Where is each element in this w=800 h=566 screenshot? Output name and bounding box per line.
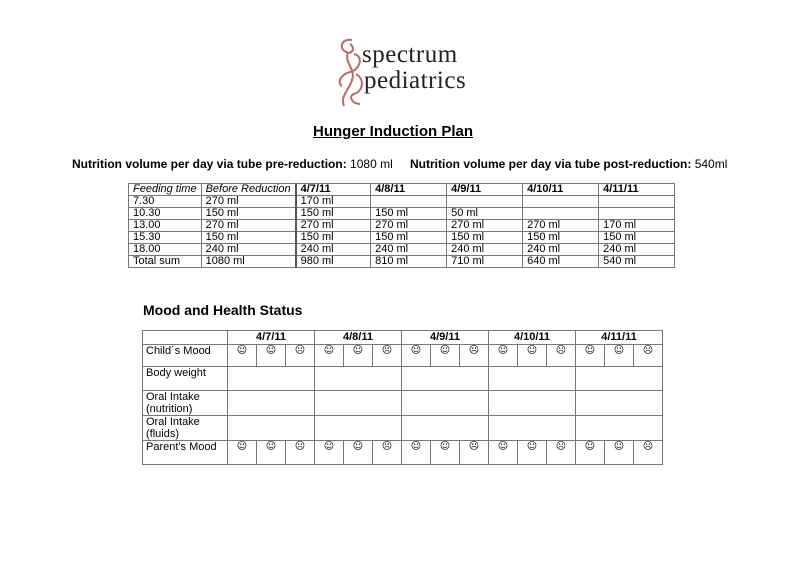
volume-cell: 150 ml — [447, 232, 523, 244]
empty-entry-cell — [402, 416, 489, 441]
volume-cell: 240 ml — [371, 244, 447, 256]
smiley-neutral-icon: ☺ — [344, 441, 373, 465]
mood-date-header: 4/11/11 — [576, 331, 663, 345]
mood-date-header: 4/8/11 — [315, 331, 402, 345]
smiley-happy-icon: ☺ — [228, 441, 257, 465]
smiley-happy-icon: ☺ — [489, 345, 518, 367]
empty-entry-cell — [576, 391, 663, 416]
mood-row-oral-nutrition — [143, 391, 663, 416]
smiley-sad-icon: ☹ — [634, 441, 663, 465]
volume-cell: 170 ml — [296, 196, 371, 208]
smiley-happy-icon: ☺ — [576, 441, 605, 465]
smiley-happy-icon: ☺ — [402, 441, 431, 465]
empty-entry-cell — [315, 416, 402, 441]
smiley-neutral-icon: ☺ — [431, 441, 460, 465]
volume-cell: 270 ml — [201, 196, 296, 208]
mood-header-blank — [143, 331, 228, 345]
smiley-sad-icon: ☹ — [460, 441, 489, 465]
feeding-table — [128, 183, 675, 268]
nutrition-post-value: 540ml — [694, 157, 728, 171]
mood-section-heading: Mood and Health Status — [143, 302, 303, 318]
smiley-sad-icon: ☹ — [373, 441, 402, 465]
volume-cell: 150 ml — [599, 232, 675, 244]
row-label: Oral Intake (nutrition) — [143, 391, 228, 416]
header-date: 4/8/11 — [371, 184, 447, 196]
volume-cell — [371, 196, 447, 208]
smiley-neutral-icon: ☺ — [518, 441, 547, 465]
smiley-neutral-icon: ☺ — [431, 345, 460, 367]
empty-entry-cell — [228, 367, 315, 391]
volume-cell: 150 ml — [371, 232, 447, 244]
smiley-sad-icon: ☹ — [634, 345, 663, 367]
volume-cell: 170 ml — [599, 220, 675, 232]
volume-cell — [447, 196, 523, 208]
empty-entry-cell — [576, 416, 663, 441]
page-title: Hunger Induction Plan — [313, 123, 473, 140]
mood-row-childs-mood — [143, 345, 663, 367]
smiley-sad-icon: ☹ — [286, 345, 315, 367]
row-label: Parent's Mood — [143, 441, 228, 465]
mood-table-header — [143, 331, 663, 345]
mood-health-table — [142, 330, 663, 465]
table-row — [129, 196, 675, 208]
empty-entry-cell — [315, 367, 402, 391]
volume-cell: 710 ml — [447, 256, 523, 268]
header-before-reduction: Before Reduction — [201, 184, 296, 196]
nutrition-pre-value: 1080 ml — [350, 157, 393, 171]
smiley-sad-icon: ☹ — [373, 345, 402, 367]
row-label: Body weight — [143, 367, 228, 391]
mood-row-body-weight — [143, 367, 663, 391]
feeding-table-header — [129, 184, 675, 196]
volume-cell: 270 ml — [523, 220, 599, 232]
mood-row-oral-fluids — [143, 416, 663, 441]
table-row — [129, 232, 675, 244]
volume-cell: 270 ml — [447, 220, 523, 232]
volume-cell: 150 ml — [201, 208, 296, 220]
smiley-happy-icon: ☺ — [315, 441, 344, 465]
volume-cell: 240 ml — [599, 244, 675, 256]
volume-cell: 240 ml — [447, 244, 523, 256]
feeding-time-cell: 7.30 — [129, 196, 202, 208]
empty-entry-cell — [489, 391, 576, 416]
smiley-neutral-icon: ☺ — [257, 441, 286, 465]
nutrition-post-label: Nutrition volume per day via tube post-reduction: — [410, 157, 692, 171]
logo-text-spectrum: spectrum — [362, 41, 458, 68]
header-date: 4/9/11 — [447, 184, 523, 196]
volume-cell — [599, 196, 675, 208]
header-date: 4/11/11 — [599, 184, 675, 196]
smiley-sad-icon: ☹ — [547, 345, 576, 367]
empty-entry-cell — [402, 391, 489, 416]
table-row — [129, 256, 675, 268]
volume-cell: 270 ml — [201, 220, 296, 232]
feeding-time-cell: 13.00 — [129, 220, 202, 232]
empty-entry-cell — [315, 391, 402, 416]
feeding-time-cell: 15.30 — [129, 232, 202, 244]
nutrition-pre-label: Nutrition volume per day via tube pre-reduction: — [72, 157, 347, 171]
volume-cell: 240 ml — [296, 244, 371, 256]
smiley-neutral-icon: ☺ — [344, 345, 373, 367]
table-row — [129, 208, 675, 220]
table-row — [129, 220, 675, 232]
mood-date-header: 4/9/11 — [402, 331, 489, 345]
smiley-sad-icon: ☹ — [547, 441, 576, 465]
header-feeding-time: Feeding time — [129, 184, 202, 196]
empty-entry-cell — [489, 416, 576, 441]
row-label: Child´s Mood — [143, 345, 228, 367]
empty-entry-cell — [576, 367, 663, 391]
feeding-time-cell: Total sum — [129, 256, 202, 268]
smiley-sad-icon: ☹ — [286, 441, 315, 465]
smiley-happy-icon: ☺ — [489, 441, 518, 465]
volume-cell — [599, 208, 675, 220]
smiley-sad-icon: ☹ — [460, 345, 489, 367]
empty-entry-cell — [228, 416, 315, 441]
header-date: 4/7/11 — [296, 184, 371, 196]
nutrition-pre-reduction — [72, 157, 393, 171]
volume-cell: 50 ml — [447, 208, 523, 220]
volume-cell — [523, 196, 599, 208]
smiley-neutral-icon: ☺ — [605, 441, 634, 465]
volume-cell: 150 ml — [201, 232, 296, 244]
volume-cell: 270 ml — [296, 220, 371, 232]
volume-cell: 240 ml — [201, 244, 296, 256]
smiley-neutral-icon: ☺ — [605, 345, 634, 367]
volume-cell: 980 ml — [296, 256, 371, 268]
empty-entry-cell — [228, 391, 315, 416]
empty-entry-cell — [489, 367, 576, 391]
smiley-happy-icon: ☺ — [228, 345, 257, 367]
feeding-time-cell: 18.00 — [129, 244, 202, 256]
header-date: 4/10/11 — [523, 184, 599, 196]
mood-row-parents-mood — [143, 441, 663, 465]
volume-cell: 810 ml — [371, 256, 447, 268]
volume-cell: 1080 ml — [201, 256, 296, 268]
spectrum-pediatrics-logo — [330, 34, 480, 110]
volume-cell: 150 ml — [371, 208, 447, 220]
empty-entry-cell — [402, 367, 489, 391]
nutrition-post-reduction — [410, 157, 727, 171]
feeding-time-cell: 10.30 — [129, 208, 202, 220]
volume-cell: 270 ml — [371, 220, 447, 232]
volume-cell — [523, 208, 599, 220]
smiley-happy-icon: ☺ — [315, 345, 344, 367]
mood-date-header: 4/7/11 — [228, 331, 315, 345]
volume-cell: 240 ml — [523, 244, 599, 256]
logo-text-pediatrics: pediatrics — [364, 67, 467, 94]
mood-date-header: 4/10/11 — [489, 331, 576, 345]
volume-cell: 640 ml — [523, 256, 599, 268]
volume-cell: 540 ml — [599, 256, 675, 268]
smiley-neutral-icon: ☺ — [257, 345, 286, 367]
row-label: Oral Intake (fluids) — [143, 416, 228, 441]
smiley-happy-icon: ☺ — [402, 345, 431, 367]
smiley-neutral-icon: ☺ — [518, 345, 547, 367]
volume-cell: 150 ml — [296, 208, 371, 220]
table-row — [129, 244, 675, 256]
smiley-happy-icon: ☺ — [576, 345, 605, 367]
volume-cell: 150 ml — [523, 232, 599, 244]
volume-cell: 150 ml — [296, 232, 371, 244]
